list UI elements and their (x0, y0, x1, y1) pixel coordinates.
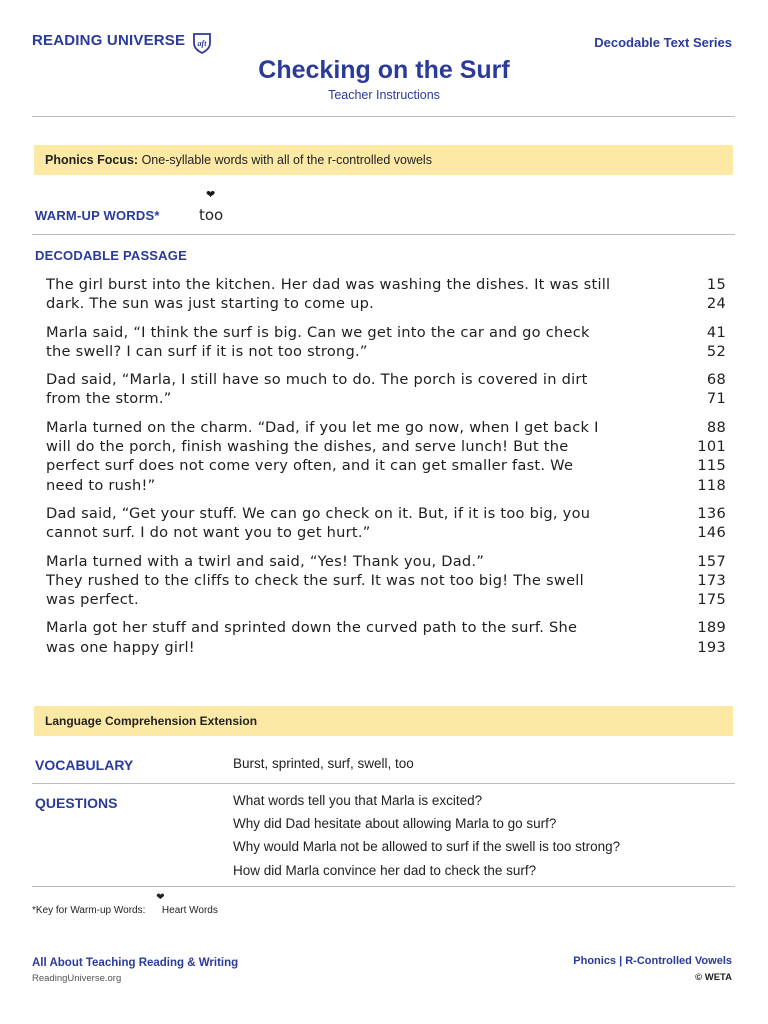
passage-paragraph (46, 618, 726, 657)
page-title: Checking on the Surf (258, 56, 510, 84)
footer-copyright: © WETA (695, 972, 732, 983)
word-count: 15 (706, 276, 726, 293)
passage-paragraph (46, 370, 726, 409)
footer-tagline: All About Teaching Reading & Writing (32, 957, 239, 969)
warmup-heading: WARM-UP WORDS* (35, 208, 160, 223)
word-count: 52 (706, 342, 726, 360)
passage-line-text: The girl burst into the kitchen. Her dad was washing the dishes. It was still (46, 276, 611, 293)
brand-logo (32, 32, 213, 54)
question-item: Why would Marla not be allowed to surf if the swell is too strong? (233, 839, 621, 855)
passage-line-text: Dad said, “Marla, I still have so much to do. The porch is covered in dirt (46, 371, 588, 389)
vocabulary-label: VOCABULARY (35, 757, 134, 773)
questions-label: QUESTIONS (35, 795, 118, 811)
divider (32, 783, 735, 784)
passage-line (46, 590, 726, 609)
passage-line (46, 437, 726, 456)
passage-line-text: from the storm.” (46, 390, 172, 408)
passage-line-text: Marla turned on the charm. “Dad, if you let me go now, when I get back I (46, 418, 599, 436)
passage-line (46, 618, 726, 637)
word-count: 68 (706, 371, 726, 389)
passage-line (46, 370, 726, 389)
series-label: Decodable Text Series (594, 35, 732, 50)
word-count: 136 (697, 504, 726, 522)
passage-line-text: Marla said, “I think the surf is big. Can we get into the car and go check (46, 323, 590, 341)
phonics-focus-band (34, 145, 733, 175)
footer-left (32, 957, 238, 984)
extension-band (34, 706, 733, 736)
word-count: 146 (697, 524, 726, 542)
passage-line-text: Marla got her stuff and sprinted down the curved path to the surf. She (46, 619, 578, 637)
aft-shield-icon (191, 32, 213, 54)
passage-line (46, 418, 726, 437)
passage-line (46, 523, 726, 542)
passage-paragraph (46, 323, 726, 362)
word-count: 173 (697, 571, 726, 589)
passage-paragraph (46, 418, 726, 495)
vocabulary-text: Burst, sprinted, surf, swell, too (233, 756, 414, 771)
question-item: How did Marla convince her dad to check the surf? (233, 862, 537, 878)
phonics-focus (45, 153, 432, 167)
passage-line (46, 342, 726, 361)
word-count: 101 (697, 438, 726, 456)
passage-line-text: was perfect. (46, 591, 139, 609)
passage-line-text: need to rush!” (46, 476, 156, 494)
word-count: 118 (697, 476, 726, 494)
question-item: What words tell you that Marla is excited? (233, 793, 483, 808)
passage-line (46, 294, 726, 313)
passage-line-text: dark. The sun was just starting to come up. (46, 295, 375, 313)
divider (32, 234, 735, 235)
word-count: 189 (697, 619, 726, 637)
passage-paragraph (46, 504, 726, 543)
passage-paragraph (46, 552, 726, 610)
extension-label: Language Comprehension Extension (45, 714, 258, 728)
passage-line-text: perfect surf does not come very often, and it can get smaller fast. We (46, 457, 574, 475)
passage-line-text: They rushed to the cliffs to check the surf. It was not too big! The swell (46, 571, 584, 589)
footnote (32, 892, 218, 916)
divider (32, 886, 735, 887)
word-count: 24 (706, 295, 726, 313)
passage-line (46, 389, 726, 408)
footnote-heart-label: Heart Words (161, 905, 218, 916)
warmup-word: too (199, 206, 224, 224)
passage-line (46, 504, 726, 523)
heart-icon: ❤ (206, 189, 216, 201)
word-count: 175 (697, 591, 726, 609)
passage-paragraph (46, 275, 726, 314)
passage-line-text: Dad said, “Get your stuff. We can go check on it. But, if it is too big, you (46, 504, 591, 522)
word-count: 71 (706, 390, 726, 408)
passage-line-text: the swell? I can surf if it is not too strong.” (46, 342, 368, 360)
passage-line (46, 638, 726, 657)
heart-icon: ❤ (156, 892, 165, 903)
word-count: 115 (697, 457, 726, 475)
phonics-focus-label: Phonics Focus: (45, 153, 139, 167)
passage-line-text: was one happy girl! (46, 638, 195, 656)
passage-line (46, 275, 726, 294)
passage-line-text: Marla turned with a twirl and said, “Yes! Thank you, Dad.” (46, 552, 485, 570)
questions-list (233, 793, 620, 886)
passage-heading: DECODABLE PASSAGE (35, 248, 187, 263)
footnote-key-label: *Key for Warm-up Words: (32, 905, 146, 916)
footer-topic: Phonics | R-Controlled Vowels (573, 955, 732, 967)
word-count: 193 (697, 638, 726, 656)
decodable-passage (46, 275, 726, 666)
passage-line-text: will do the porch, finish washing the dishes, and serve lunch! But the (46, 438, 569, 456)
question-item: Why did Dad hesitate about allowing Marla to go surf? (233, 816, 557, 832)
phonics-focus-text: One-syllable words with all of the r-controlled vowels (141, 153, 432, 167)
logo-text: READING UNIVERSE (32, 32, 186, 49)
passage-line (46, 323, 726, 342)
word-count: 41 (706, 323, 726, 341)
page-subtitle: Teacher Instructions (328, 88, 440, 102)
passage-line (46, 456, 726, 475)
passage-line-text: cannot surf. I do not want you to get hurt.” (46, 524, 371, 542)
word-count: 157 (697, 552, 726, 570)
word-count: 88 (706, 418, 726, 436)
svg-text:aft: aft (197, 39, 207, 48)
passage-line (46, 552, 726, 571)
footer-right (573, 955, 732, 983)
passage-line (46, 571, 726, 590)
passage-line (46, 476, 726, 495)
divider (32, 116, 735, 117)
footer-url[interactable]: ReadingUniverse.org (32, 973, 122, 984)
